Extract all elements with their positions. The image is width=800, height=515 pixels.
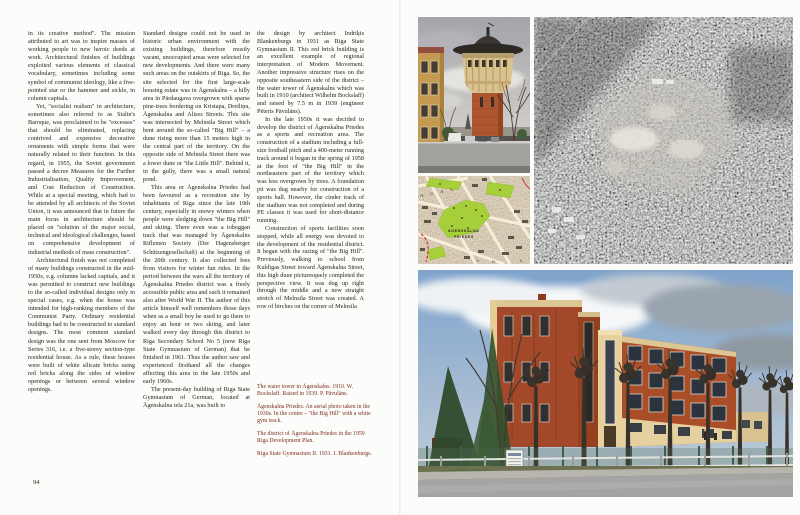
caption-water-tower: The water tower in Āgenskalns. 1910. W. Bockslaff. Raised in 1939. P. Pāvulāns. <box>257 384 354 397</box>
body-paragraph: Standard designs could not be used in historic urban environment with the existing buildings, therefore mostly vacant, unoccupied areas were selected for new developments. And there were many such areas on the outskirts of Riga. So, the site selected for the first large-scale housing estate was in Āgenskalns – a hilly area in Pārdaugava overgrown with sparse pine-trees bordering on Kristapa, Dreiliņu, Āgenskalna and Alises Streets. This site was intersected by Melnsila Street which bent around the so-called "Big Hill" – a dune rising more than 15 meters high in the central part of the territory. On the opposite side of Melnsila Street there was a lower dune or "the Little Hill". Behind it, in the gully, there was a small natural pond. <box>143 30 250 183</box>
map-district-label: ĀGENSKALNA <box>448 229 480 233</box>
map-street-letter: X <box>440 190 444 195</box>
aerial-wooded-patch <box>729 47 793 122</box>
map-street-letter: S <box>450 188 453 193</box>
body-paragraph: the design by architect Indriķis Blankenburgs in 1931 as Riga State Gymnasium II. This red brick building is an excellent example of regional interpretation of Modern Movement. Another impressive structure rises on the opposite southeastern side of the district – the water tower of Āgenskalns which was built in 1910 (architect Wilhelm Bockslaff) and raised by 7.5 m in 1939 (engineer Pēteris Pāvulāns). <box>257 30 364 115</box>
water-tower-photo <box>418 17 530 173</box>
map-street-letter: U <box>430 192 434 197</box>
map-street-letter: L <box>520 259 524 264</box>
water-tower-illustration <box>418 17 530 173</box>
cornice <box>490 300 582 307</box>
map-street-letter: S <box>476 259 479 264</box>
map-district-label: PRIEDES <box>454 235 474 239</box>
body-paragraph: Architectural finish was not completed of many buildings constructed in the mid-1950s, e.g. columns lacked capitals, and it was permitted to construct new buildings to the so-called individual designs only in special cases, e.g. when the house was intended for high-ranking members of the Communist Party. Ordinary residential buildings had to be constructed to standard designs. The most common standard design was the one sent from Moscow for Series 316, i.e. a five-storey section-type residential house. As a rule, these houses were built of white silicate bricks using red bricks along the sides of window openings or between several window openings. <box>28 256 135 394</box>
caption-aerial-photo: Āgenskalna Priedes. An aerial photo taken in the 1930s. In the centre – "the Big Hill" with a white gym track. <box>257 404 371 424</box>
gymnasium-photo <box>418 270 793 497</box>
text-column-2 <box>143 30 250 410</box>
map-illustration <box>418 176 530 264</box>
photo-captions <box>257 384 375 464</box>
body-paragraph: in its creative method". The mission attributed to art was to inspire masses of working people to new heroic deeds at work. Architectural finishes of buildings exploited various elements of classical vocabulary, sometimes including some symbol of communist ideology, like a five-pointed star or the hammer and sickle, in column capitals. <box>28 30 135 102</box>
caption-gymnasium: Riga State Gymnasium II. 1931. I. Blankenburgs. <box>257 451 372 457</box>
caption-development-plan: The district of Āgenskalna Priedes in the 1959 Riga Development Plan. <box>257 431 365 444</box>
aerial-photo <box>534 17 793 264</box>
map-street-letter: K <box>492 260 496 264</box>
body-paragraph: Construction of sports facilities soon stopped, while all energy was devoted to the development of the residential district. It began with the razing of "the Big Hill". Previously, walking to school from Kuldīgas Street toward Āgenskalna Street, this high dune picturesquely completed the perspective view. It was dug up right through the middle and a new straight stretch of Melnsila Street was created. A row of birches on the corner of Melnsila <box>257 224 364 310</box>
page-number: 94 <box>33 479 40 486</box>
stair-glazing <box>605 340 615 424</box>
neighbour-building <box>418 47 444 149</box>
body-paragraph: This area or Āgenskalna Priedes had been favoured as a recreation site by inhabitants of Riga since the late 19th century, especially in snowy winters when people were sledging down "the Big Hill" and skiing. There even was a toboggan track that was managed by Āgenskalns Riflemen Society (Der Hagensberger Schützengesellschaft) at the beginning of the 20th century. It also collected fees from visitors for winter fun rides. In the period between the wars all the territory of Āgenskalna Priedes district was a freely accessible public area and such it remained also after World War II. The author of this article himself well remembers those days when as a small boy he used to go there to enjoy an hour or two skiing, and later walked every day through this district to Riga Secondary School No 5 (now Riga State Gymnasium of German) that he finished in 1961. Thus the author saw and experienced firsthand all the changes affecting this area in the late 1950s and early 1960s. <box>143 183 250 386</box>
development-plan-map <box>418 176 530 264</box>
text-column-1 <box>28 30 135 394</box>
map-street-letter: A <box>420 194 424 199</box>
body-paragraph: In the late 1950s it was decided to develop the district of Āgenskalna Priedes as a sports and recreation area. The construction of a stadium including a full-size football pitch and a 400-meter running track around it began in the spring of 1958 at the foot of "the Big Hill" in the northeastern part of the territory which was less overgrown by trees. A foundation pit was dug nearby for construction of a sports hall. However, the cinder track of the stadium was not completed and during PE classes it was used for short-distance running. <box>257 115 364 225</box>
parked-car <box>465 136 475 142</box>
gymnasium-illustration <box>418 270 793 497</box>
gable-windows <box>504 316 549 422</box>
text-column-3 <box>257 30 364 311</box>
ground <box>418 466 793 497</box>
entrance-door <box>604 426 616 447</box>
aerial-illustration <box>534 17 793 264</box>
parked-van <box>448 133 461 141</box>
page-divider <box>399 0 402 515</box>
body-paragraph: The present-day building of Riga State Gymnasium of German, located at Āgenskalna iela 21a, was built to <box>143 386 250 410</box>
body-paragraph: Yet, "socialist realism" in architecture, sometimes also referred to as Stalin's Baroque, was proclaimed to be "excesses" that should be eliminated, replacing contrived and expensive decorative ornaments with simple forms that were naturally related to their function. In this regard, in 1955, the Soviet government passed a decree Measures for the Further Industrialisation, Quality Improvement, and Cost Reduction of Construction. While at a special meeting, which had to be attended by all architects of the Soviet Union, it was announced that in future the main focus in architecture should be placed on "solution of the major social, technical and ideological challenges, based on comprehensive development of industrial methods of mass construction". <box>28 102 135 256</box>
